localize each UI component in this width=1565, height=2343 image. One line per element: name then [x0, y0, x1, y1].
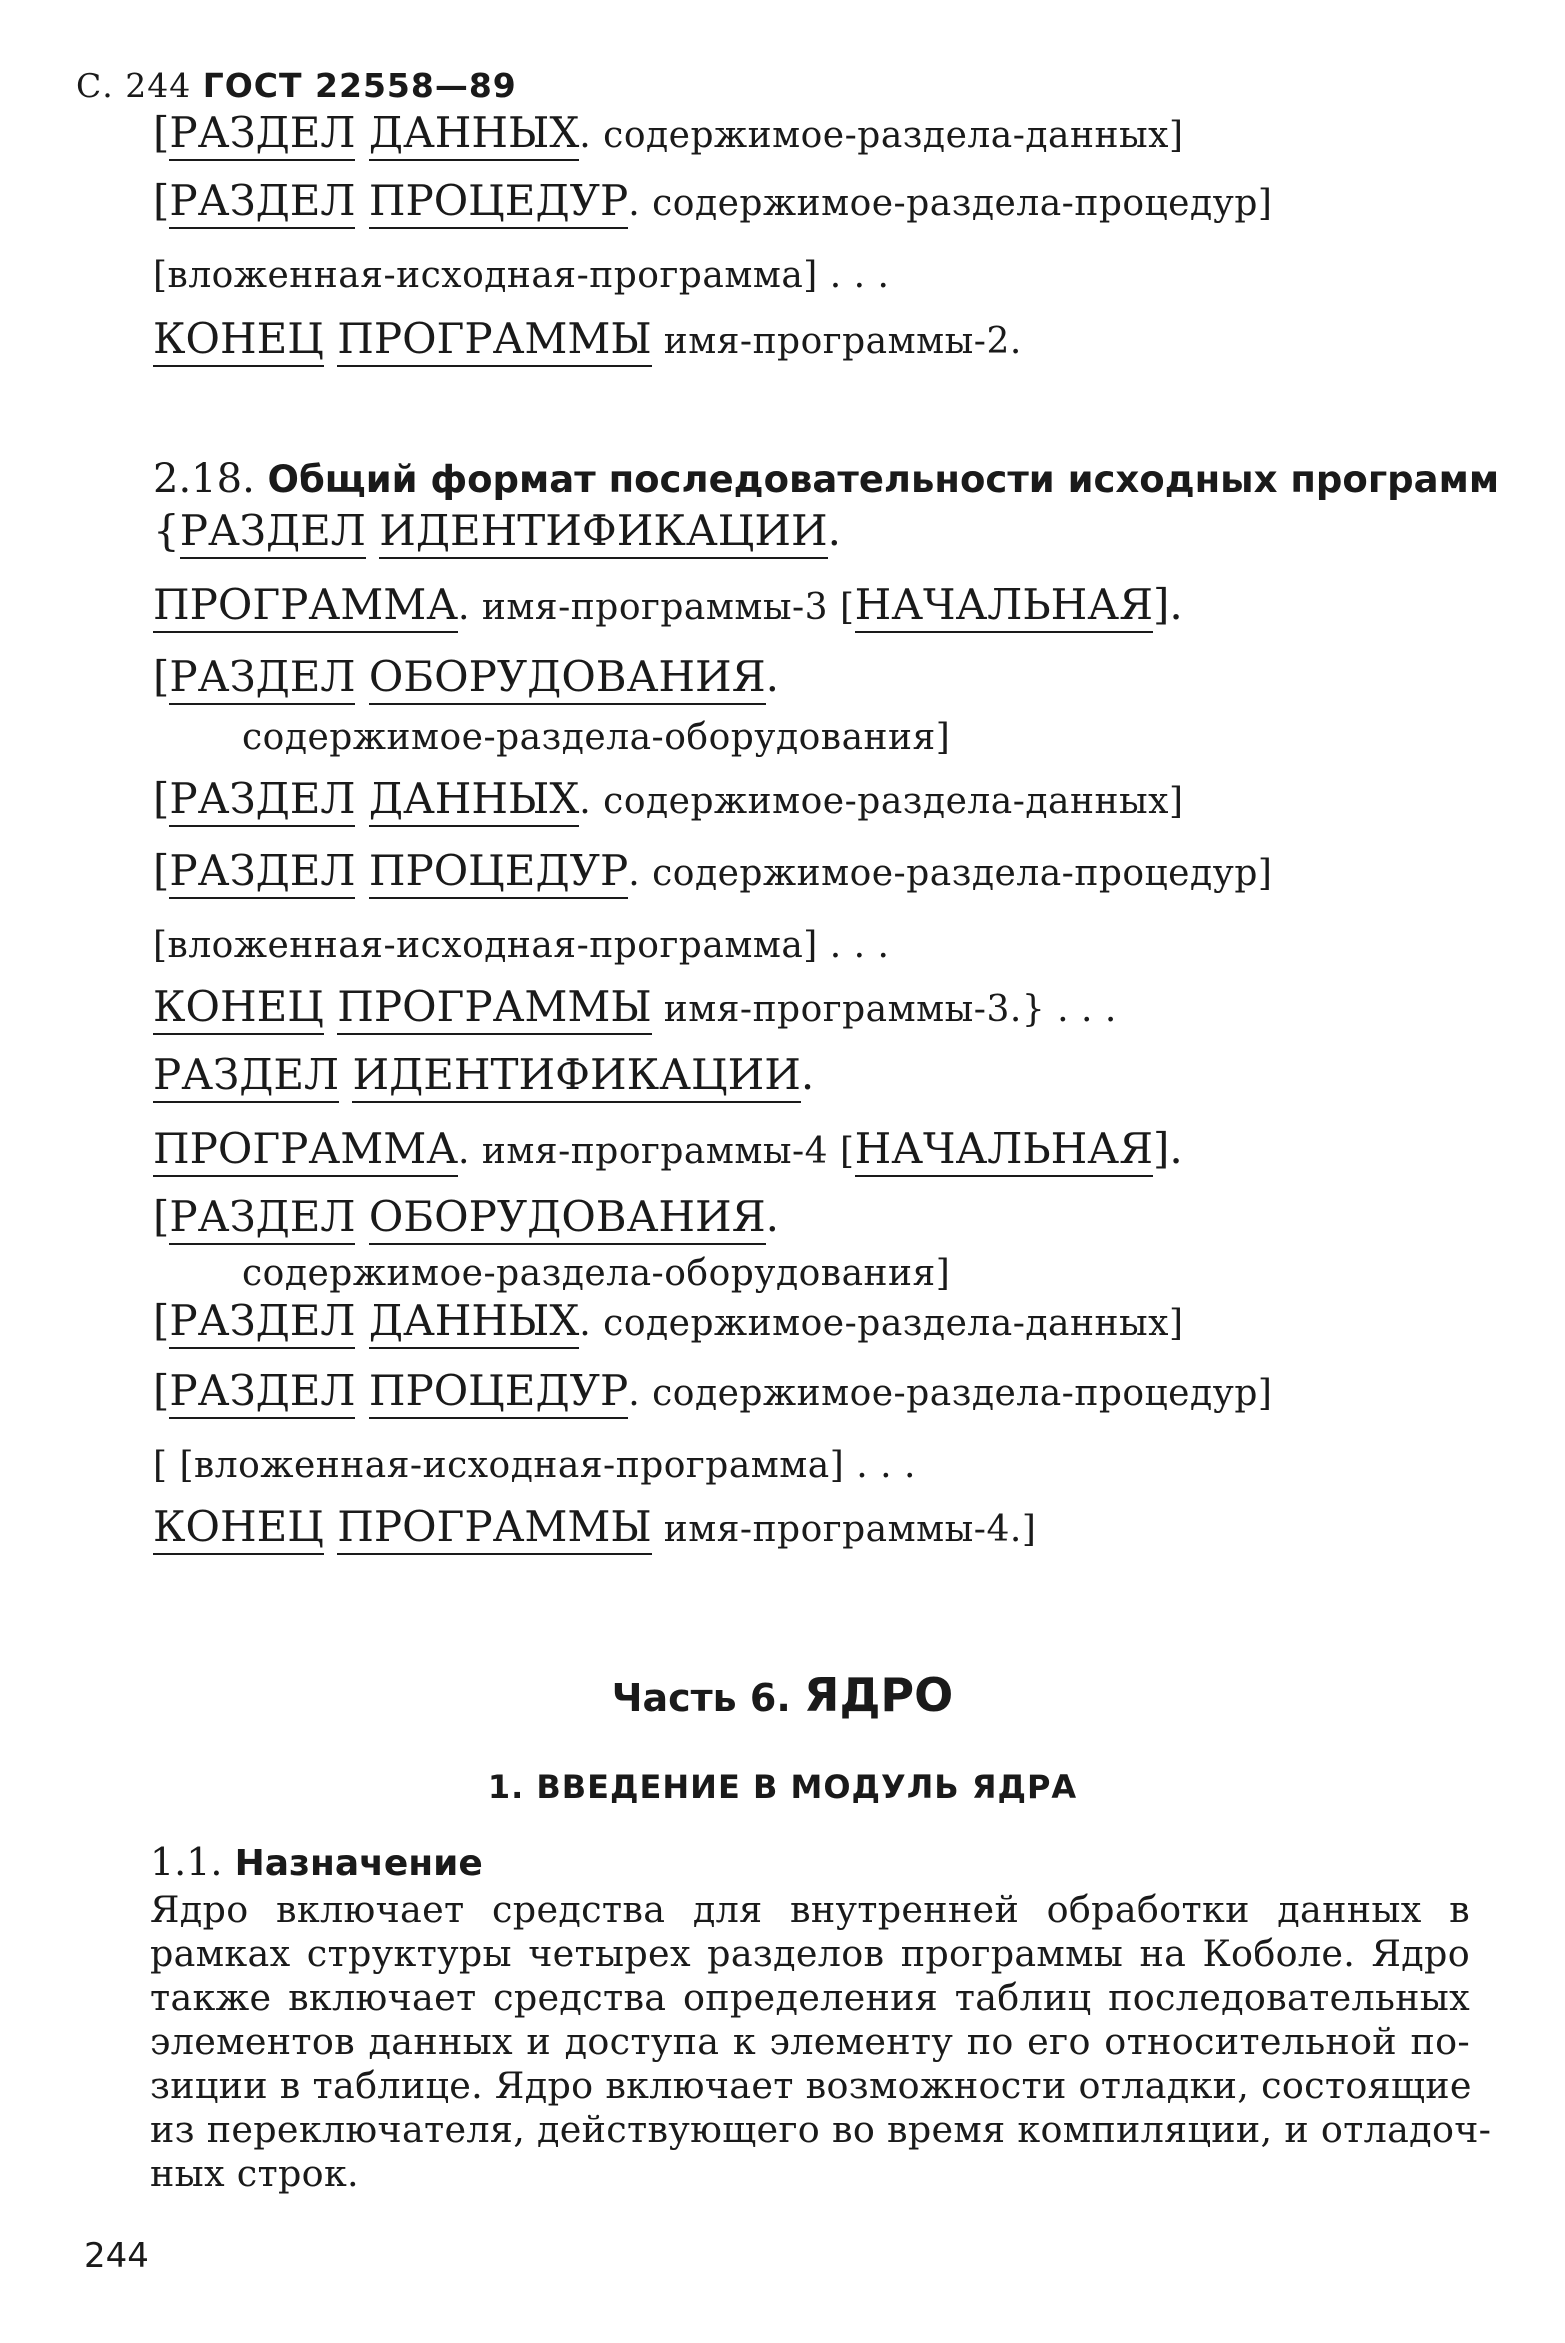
- syntax-line: [РАЗДЕЛ ДАННЫХ. содержимое-раздела-данных]: [153, 1300, 1184, 1342]
- syntax-line: ПРОГРАММА. имя-программы-3 [НАЧАЛЬНАЯ].: [153, 584, 1183, 626]
- section-title: Общий формат последовательности исходных программ: [267, 458, 1500, 501]
- keyword: ДАННЫХ: [369, 774, 579, 827]
- syntax-line: КОНЕЦ ПРОГРАММЫ имя-программы-3.} . . .: [153, 986, 1117, 1028]
- keyword: РАЗДЕЛ: [169, 1192, 355, 1245]
- subsection-number: 1.1.: [150, 1840, 223, 1884]
- syntax-line: КОНЕЦ ПРОГРАММЫ имя-программы-2.: [153, 318, 1022, 360]
- syntax-line: содержимое-раздела-оборудования]: [242, 717, 951, 758]
- subsection-heading: [150, 1840, 483, 1884]
- keyword: РАЗДЕЛ: [153, 1050, 339, 1103]
- syntax-line: [РАЗДЕЛ ОБОРУДОВАНИЯ.: [153, 656, 779, 698]
- paragraph-line: ных строк.: [150, 2152, 359, 2195]
- keyword: КОНЕЦ: [153, 982, 324, 1035]
- keyword: РАЗДЕЛ: [169, 108, 355, 161]
- keyword: РАЗДЕЛ: [169, 652, 355, 705]
- syntax-line: {РАЗДЕЛ ИДЕНТИФИКАЦИИ.: [153, 510, 841, 552]
- keyword: РАЗДЕЛ: [169, 176, 355, 229]
- paragraph-line: Ядро включает средства для внутренней обработки данных в: [150, 1888, 1470, 1931]
- syntax-line: [вложенная-исходная-программа] . . .: [153, 255, 890, 296]
- part-name: ЯДРО: [804, 1668, 954, 1722]
- paragraph-line: из переключателя, действующего во время компиляции, и отладоч-: [150, 2108, 1492, 2151]
- keyword: ПРОГРАММЫ: [337, 1502, 652, 1555]
- syntax-line: [РАЗДЕЛ ПРОЦЕДУР. содержимое-раздела-процедур]: [153, 1370, 1272, 1412]
- keyword: РАЗДЕЛ: [169, 774, 355, 827]
- keyword: ПРОГРАММА: [153, 580, 458, 633]
- keyword: РАЗДЕЛ: [169, 1296, 355, 1349]
- keyword: РАЗДЕЛ: [169, 846, 355, 899]
- keyword: ПРОГРАММЫ: [337, 982, 652, 1035]
- syntax-line: РАЗДЕЛ ИДЕНТИФИКАЦИИ.: [153, 1054, 814, 1096]
- syntax-line: [РАЗДЕЛ ДАННЫХ. содержимое-раздела-данных]: [153, 778, 1184, 820]
- keyword: ПРОЦЕДУР: [369, 176, 628, 229]
- paragraph-line: рамках структуры четырех разделов программы на Коболе. Ядро: [150, 1932, 1470, 1975]
- keyword: ПРОГРАММА: [153, 1124, 458, 1177]
- part-heading: [0, 1668, 1565, 1722]
- keyword: ПРОЦЕДУР: [369, 846, 628, 899]
- paragraph-line: зиции в таблице. Ядро включает возможности отладки, состоящие: [150, 2064, 1472, 2107]
- paragraph-line: элементов данных и доступа к элементу по его относительной по-: [150, 2020, 1470, 2063]
- syntax-line: [РАЗДЕЛ ОБОРУДОВАНИЯ.: [153, 1196, 779, 1238]
- syntax-line: [ [вложенная-исходная-программа] . . .: [153, 1445, 916, 1486]
- keyword: РАЗДЕЛ: [180, 506, 366, 559]
- syntax-line: [вложенная-исходная-программа] . . .: [153, 925, 890, 966]
- keyword: ОБОРУДОВАНИЯ: [369, 652, 766, 705]
- paragraph-line: также включает средства определения таблиц последовательных: [150, 1976, 1470, 2019]
- syntax-line: ПРОГРАММА. имя-программы-4 [НАЧАЛЬНАЯ].: [153, 1128, 1183, 1170]
- syntax-line: КОНЕЦ ПРОГРАММЫ имя-программы-4.]: [153, 1506, 1036, 1548]
- keyword: ОБОРУДОВАНИЯ: [369, 1192, 766, 1245]
- keyword: РАЗДЕЛ: [169, 1366, 355, 1419]
- syntax-line: [РАЗДЕЛ ПРОЦЕДУР. содержимое-раздела-процедур]: [153, 850, 1272, 892]
- syntax-line: содержимое-раздела-оборудования]: [242, 1253, 951, 1294]
- keyword: ИДЕНТИФИКАЦИИ: [379, 506, 827, 559]
- keyword: ДАННЫХ: [369, 108, 579, 161]
- keyword: ПРОЦЕДУР: [369, 1366, 628, 1419]
- page-number: 244: [84, 2236, 149, 2276]
- keyword: НАЧАЛЬНАЯ: [855, 580, 1153, 633]
- document-id: ГОСТ 22558—89: [202, 66, 517, 105]
- keyword: ПРОГРАММЫ: [337, 314, 652, 367]
- running-header: [76, 66, 517, 105]
- syntax-line: [РАЗДЕЛ ДАННЫХ. содержимое-раздела-данных]: [153, 112, 1184, 154]
- keyword: КОНЕЦ: [153, 1502, 324, 1555]
- syntax-line: [РАЗДЕЛ ПРОЦЕДУР. содержимое-раздела-процедур]: [153, 180, 1272, 222]
- page-prefix: С. 244: [76, 66, 192, 105]
- body-paragraph: [150, 1888, 1492, 2196]
- section-number: 2.18.: [153, 456, 255, 502]
- section-heading: [153, 456, 1499, 502]
- keyword: ДАННЫХ: [369, 1296, 579, 1349]
- keyword: КОНЕЦ: [153, 314, 324, 367]
- keyword: НАЧАЛЬНАЯ: [855, 1124, 1153, 1177]
- chapter-heading: 1. ВВЕДЕНИЕ В МОДУЛЬ ЯДРА: [487, 1768, 1078, 1806]
- keyword: ИДЕНТИФИКАЦИИ: [352, 1050, 800, 1103]
- part-label: Часть 6.: [611, 1676, 791, 1720]
- subsection-title: Назначение: [234, 1843, 483, 1884]
